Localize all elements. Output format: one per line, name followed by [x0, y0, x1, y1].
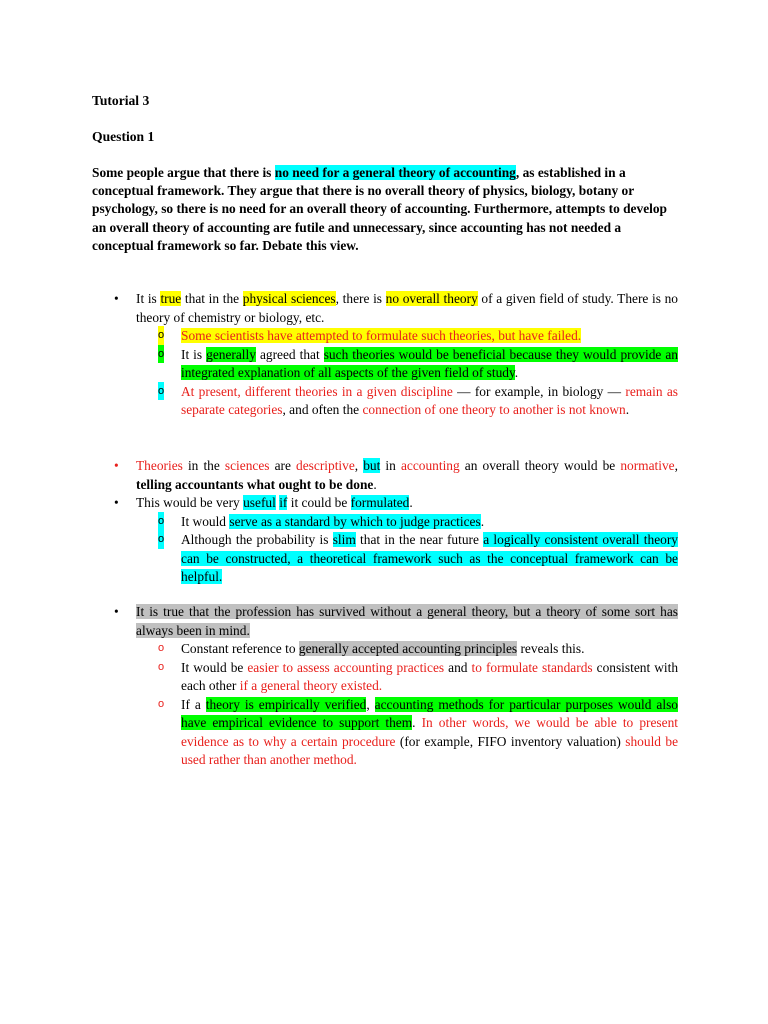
text: This would be very [136, 495, 244, 510]
bullet-list-1 [0, 290, 768, 420]
red-text: should be used rather than another method. [181, 733, 679, 767]
highlight: true [160, 291, 182, 306]
highlight: Some scientists have attempted to formulate such theories, but have failed. [181, 328, 582, 343]
text: an overall theory would be [459, 458, 621, 473]
text: . [625, 402, 630, 417]
text: It is [136, 291, 161, 306]
text: , [354, 458, 364, 473]
sub-list-item [136, 659, 678, 696]
text: Although the probability is [181, 532, 333, 547]
highlight: generally [206, 346, 256, 362]
text: (for example, FIFO inventory valuation) [395, 733, 626, 749]
question-text [92, 164, 672, 255]
bullet-list-3 [0, 603, 768, 770]
text: . [514, 365, 519, 380]
text: , [674, 458, 678, 473]
highlight: such theories would be beneficial because they would provide an integrated explanation of all aspects of the given field of study [181, 346, 678, 380]
red-text: remain as separate categories [181, 383, 678, 417]
highlight: but [363, 458, 381, 473]
text: , [366, 696, 375, 712]
text: in the [182, 458, 225, 473]
bullet-list-2 [0, 457, 768, 587]
text: , there is [335, 291, 386, 306]
text: . [409, 495, 413, 510]
highlight: no overall theory [385, 291, 478, 306]
list-item [0, 494, 768, 587]
highlight: physical sciences [242, 291, 336, 306]
red-text: accounting [400, 458, 460, 473]
question-part: Some people argue that there is [92, 165, 275, 180]
highlight: theory is empirically verified [205, 696, 367, 712]
highlight: slim [332, 532, 356, 547]
question-number: Question 1 [92, 129, 155, 144]
text: . [373, 476, 377, 492]
red-text: normative [620, 458, 675, 473]
text: of a given field of study. There is no theory of chemistry or biology, etc. [136, 291, 679, 325]
sub-list-item [136, 327, 678, 346]
red-text: At present, different theories in a given discipline [181, 383, 453, 399]
text: — for example, in biology — [452, 383, 626, 399]
text: consistent with each other [181, 659, 679, 693]
highlight: serve as a standard by which to judge practices [229, 513, 481, 529]
text: reveals this. [517, 641, 585, 656]
bold-text: telling accountants what ought to be done [136, 476, 374, 492]
list-item [0, 290, 768, 420]
highlight: It is true that the profession has survived without a general theory, but a theory of some sort has always been in mind. [136, 604, 678, 638]
sub-list [136, 640, 678, 770]
text: . [480, 513, 485, 529]
text: , and often the [282, 402, 363, 417]
text: It is [181, 346, 207, 362]
text: Constant reference to [181, 641, 299, 656]
red-text: Theories [136, 458, 183, 473]
text: in [380, 458, 401, 473]
highlight: if [279, 495, 288, 510]
text: it could be [287, 495, 351, 510]
list-item [0, 603, 768, 770]
red-text: In other words, we would be able to present evidence as to why a certain procedure [181, 715, 678, 749]
sub-list-item [136, 513, 678, 532]
red-text: easier to assess accounting practices [247, 659, 445, 675]
red-text: if a general theory existed. [239, 678, 383, 693]
sub-list-item [136, 346, 678, 383]
red-text: sciences [224, 458, 270, 473]
sub-list-item [136, 383, 678, 420]
highlight: accounting methods for particular purposes would also have empirical evidence to support them [181, 696, 678, 730]
text: It would be [181, 659, 248, 675]
red-text: to formulate standards [471, 659, 593, 675]
sub-list-item [136, 696, 678, 770]
red-text: connection of one theory to another is not known [362, 402, 626, 417]
sub-list [136, 513, 678, 587]
highlight: useful [243, 495, 276, 510]
text: If a [181, 696, 206, 712]
question-part: , as established in a conceptual framework. They argue that there is no overall theory of physics, biology, botany or psychology, so there is no need for an overall theory of accounting. Furthermore, attempts to develop an overall theory of accounting are futile and unnecessary, since accounting has not needed a conceptual framework so far. Debate this view. [92, 165, 667, 253]
sub-list [136, 327, 678, 420]
text: It would [181, 513, 230, 529]
list-item [0, 457, 768, 494]
text: that in the near future [355, 532, 484, 547]
highlight: formulated [350, 495, 410, 510]
question-highlight: no need for a general theory of accounting [274, 165, 516, 180]
text: are [269, 458, 297, 473]
text: . [412, 715, 422, 730]
highlight: a logically consistent overall theory can be constructed, a theoretical framework such as the conceptual framework can be helpful. [181, 532, 678, 584]
text: and [444, 659, 472, 675]
text: agreed that [255, 346, 324, 362]
sub-list-item [136, 640, 678, 659]
tutorial-title: Tutorial 3 [92, 93, 150, 108]
text: that in the [181, 291, 243, 306]
red-text: descriptive [296, 458, 355, 473]
sub-list-item [136, 531, 678, 587]
highlight: generally accepted accounting principles [298, 641, 518, 656]
